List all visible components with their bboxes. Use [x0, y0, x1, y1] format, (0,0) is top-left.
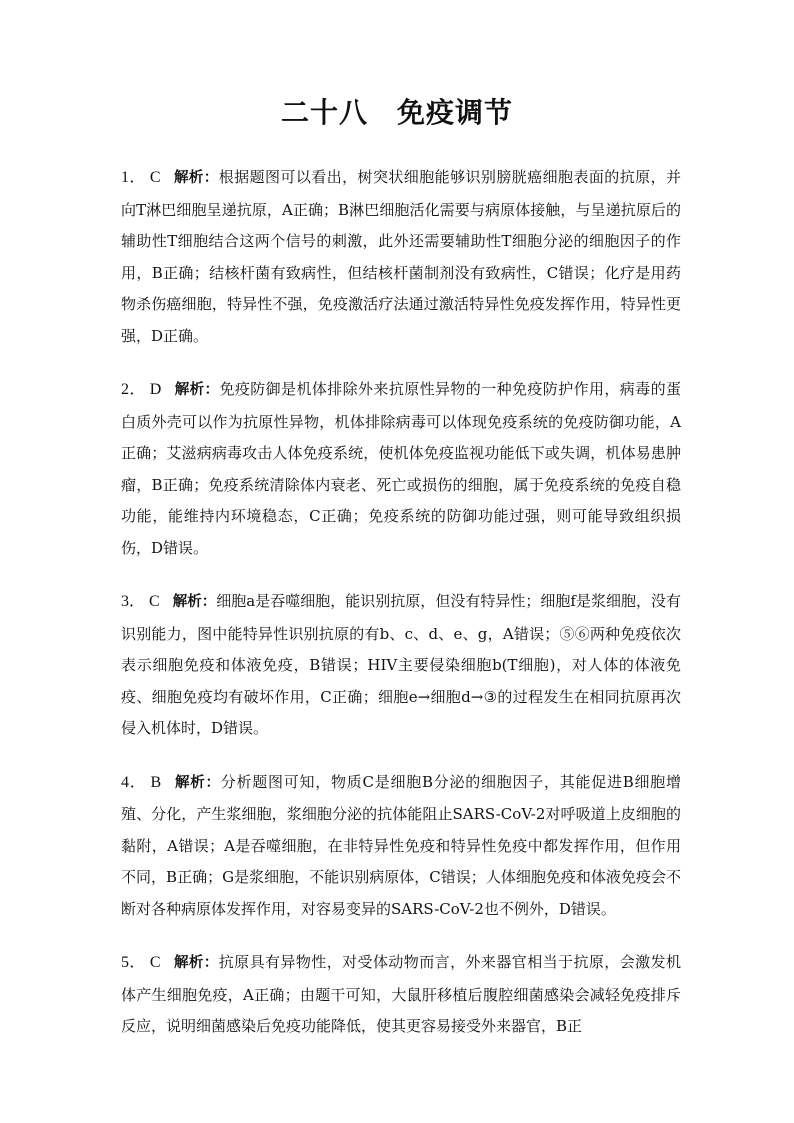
question-number: 5． [121, 954, 146, 971]
answer-choice: C [149, 593, 160, 610]
answer-item [121, 586, 681, 745]
question-number: 1． [121, 169, 146, 186]
analysis-label: 解析： [172, 594, 217, 610]
question-number: 4． [121, 773, 147, 791]
question-number: 3． [121, 593, 146, 610]
answer-choice: C [149, 169, 161, 186]
analysis-text: 根据题图可以看出，树突状细胞能够识别膀胱癌细胞表面的抗原，并向T淋巴细胞呈递抗原，A正确；B淋巴细胞活化需要与病原体接触，与呈递抗原后的辅助性T细胞结合这两个信号的刺激，此外还需要辅助性T细胞分泌的细胞因子的作用，B正确；结核杆菌有致病性，但结核杆菌制剂没有致病性，C错误；化疗是用药物杀伤癌细胞，特异性不强，免疫激活疗法通过激活特异性免疫发挥作用，特异性更强，D正确。 [121, 168, 681, 345]
analysis-text: 抗原具有异物性，对受体动物而言，外来器官相当于抗原，会激发机体产生细胞免疫，A正确；由题干可知，大鼠肝移植后腹腔细菌感染会减轻免疫排斥反应，说明细菌感染后免疫功能降低，使其更容易接受外来器官，B正 [121, 953, 681, 1035]
analysis-text: 细胞a是吞噬细胞，能识别抗原，但没有特异性；细胞f是浆细胞，没有识别能力，图中能特异性识别抗原的有b、c、d、e、g，A错误；⑤⑥两种免疫依次表示细胞免疫和体液免疫，B错误；HIV主要侵染细胞b(T细胞)，对人体的体液免疫、细胞免疫均有破坏作用，C正确；细胞e→细胞d→③的过程发生在相同抗原再次侵入机体时，D错误。 [121, 592, 682, 737]
answer-item [121, 947, 681, 1043]
analysis-label: 解析： [173, 170, 219, 186]
answer-item [121, 374, 681, 564]
answer-choice: B [150, 773, 162, 791]
answer-list [121, 162, 681, 1065]
answer-choice: D [149, 381, 162, 398]
question-number: 2． [121, 381, 146, 398]
answer-item [121, 162, 681, 352]
analysis-label: 解析： [174, 382, 220, 398]
answer-item [121, 767, 681, 926]
page-title: 二十八 免疫调节 [280, 96, 513, 129]
answer-choice: C [149, 954, 161, 971]
analysis-label: 解析： [173, 955, 219, 971]
analysis-text: 免疫防御是机体排除外来抗原性异物的一种免疫防护作用，病毒的蛋白质外壳可以作为抗原性异物，机体排除病毒可以体现免疫系统的免疫防御功能，A正确；艾滋病病毒攻击人体免疫系统，使机体免疫监视功能低下或失调，机体易患肿瘤，B正确；免疫系统清除体内衰老、死亡或损伤的细胞，属于免疫系统的免疫自稳功能，能维持内环境稳态，C正确；免疫系统的防御功能过强，则可能导致组织损伤，D错误。 [121, 380, 681, 557]
analysis-label: 解析： [174, 774, 221, 791]
analysis-text: 分析题图可知，物质C是细胞B分泌的细胞因子，其能促进B细胞增殖、分化，产生浆细胞，浆细胞分泌的抗体能阻止SARS-CoV-2对呼吸道上皮细胞的黏附，A错误；A是吞噬细胞，在非特异性免疫和特异性免疫中都发挥作用，但作用不同，B正确；G是浆细胞，不能识别病原体，C错误；人体细胞免疫和体液免疫会不断对各种病原体发挥作用，对容易变异的SARS-CoV-2也不例外，D错误。 [121, 772, 682, 918]
